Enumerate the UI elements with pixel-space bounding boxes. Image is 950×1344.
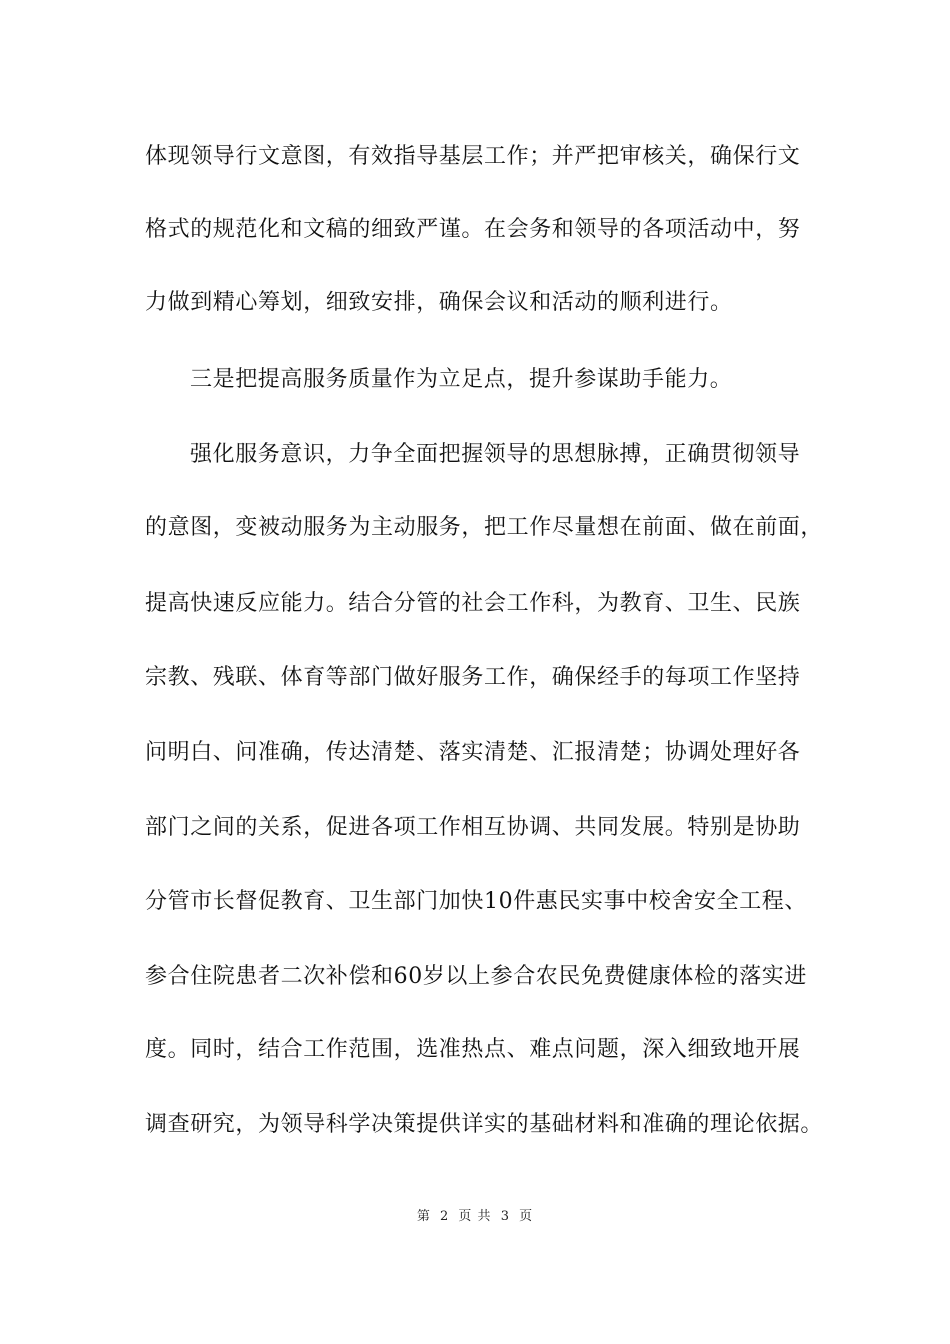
paragraph-heading: 三是把提高服务质量作为立足点，提升参谋助手能力。 (190, 367, 733, 392)
text-line: 力做到精心筹划，细致安排，确保会议和活动的顺利进行。 (145, 290, 733, 315)
total-pages-number: 3 (500, 1209, 510, 1224)
text-line: 格式的规范化和文稿的细致严谨。在会务和领导的各项活动中，努 (145, 217, 801, 242)
footer-prefix: 第 (416, 1209, 431, 1224)
footer-middle: 页 共 (458, 1209, 492, 1224)
footer-suffix: 页 (519, 1209, 534, 1224)
text-line: 体现领导行文意图，有效指导基层工作；并严把审核关，确保行文 (145, 144, 801, 169)
text-line: 部门之间的关系，促进各项工作相互协调、共同发展。特别是协助 (145, 815, 801, 840)
current-page-number: 2 (440, 1209, 450, 1224)
text-line: 强化服务意识，力争全面把握领导的思想脉搏，正确贯彻领导 (190, 442, 801, 467)
page-footer (0, 1208, 950, 1226)
text-line: 分管市长督促教育、卫生部门加快10件惠民实事中校舍安全工程、 (145, 889, 807, 914)
text-line: 的意图，变被动服务为主动服务，把工作尽量想在前面、做在前面， (145, 515, 824, 540)
text-line: 参合住院患者二次补偿和60岁以上参合农民免费健康体检的落实进 (145, 964, 807, 989)
text-line: 宗教、残联、体育等部门做好服务工作，确保经手的每项工作坚持 (145, 665, 801, 690)
text-line: 度。同时，结合工作范围，选准热点、难点问题，深入细致地开展 (145, 1037, 801, 1062)
text-line: 调查研究，为领导科学决策提供详实的基础材料和准确的理论依据。 (145, 1112, 824, 1137)
text-line: 提高快速反应能力。结合分管的社会工作科，为教育、卫生、民族 (145, 591, 801, 616)
text-line: 问明白、问准确，传达清楚、落实清楚、汇报清楚；协调处理好各 (145, 740, 801, 765)
